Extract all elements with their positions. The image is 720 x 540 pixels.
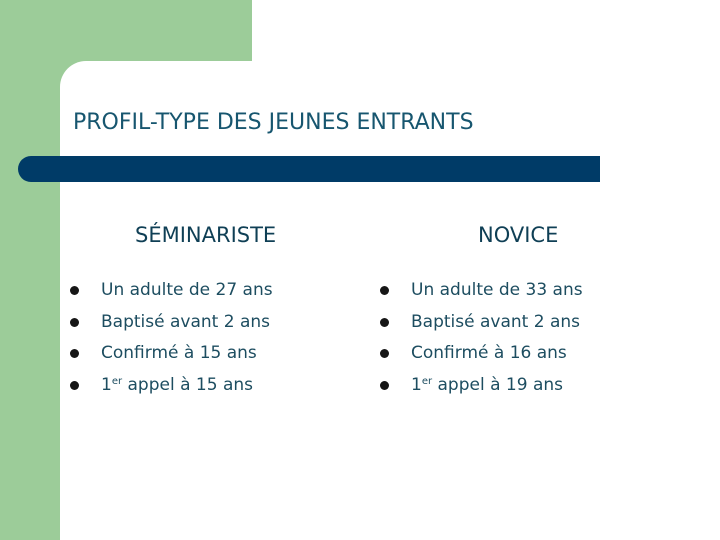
bullet-icon	[380, 286, 389, 295]
list-item	[70, 371, 273, 403]
list-item	[380, 371, 583, 403]
title-divider-bar	[18, 156, 600, 182]
bullet-icon	[70, 286, 79, 295]
column-heading-novice: NOVICE	[478, 223, 559, 247]
bullet-icon	[70, 349, 79, 358]
column-heading-seminariste: SÉMINARISTE	[135, 223, 277, 247]
slide-title: PROFIL-TYPE DES JEUNES ENTRANTS	[73, 110, 474, 135]
bullet-icon	[70, 381, 79, 390]
list-item	[380, 276, 583, 308]
list-item-ordinal: 1	[411, 374, 422, 395]
list-item-text: appel à 15 ans	[122, 374, 253, 395]
list-item	[70, 339, 273, 371]
seminariste-list	[70, 276, 273, 402]
list-item	[380, 308, 583, 340]
bullet-icon	[380, 349, 389, 358]
list-item-text: Un adulte de 27 ans	[101, 280, 273, 300]
ordinal-superscript: er	[421, 375, 433, 387]
list-item-text: Baptisé avant 2 ans	[101, 311, 270, 332]
novice-list	[380, 276, 583, 402]
ordinal-superscript: er	[111, 375, 123, 387]
list-item-text: Baptisé avant 2 ans	[411, 311, 580, 332]
list-item-text: Un adulte de 33 ans	[411, 280, 583, 300]
list-item-text: Confirmé à 16 ans	[411, 343, 567, 363]
bullet-icon	[380, 318, 389, 327]
bullet-icon	[380, 381, 389, 390]
decorative-green-sidebar	[0, 0, 60, 540]
list-item-ordinal: 1	[101, 374, 112, 395]
list-item	[70, 308, 273, 340]
list-item	[70, 276, 273, 308]
list-item-text: Confirmé à 15 ans	[101, 343, 257, 363]
bullet-icon	[70, 318, 79, 327]
list-item-text: appel à 19 ans	[432, 374, 563, 395]
list-item	[380, 339, 583, 371]
